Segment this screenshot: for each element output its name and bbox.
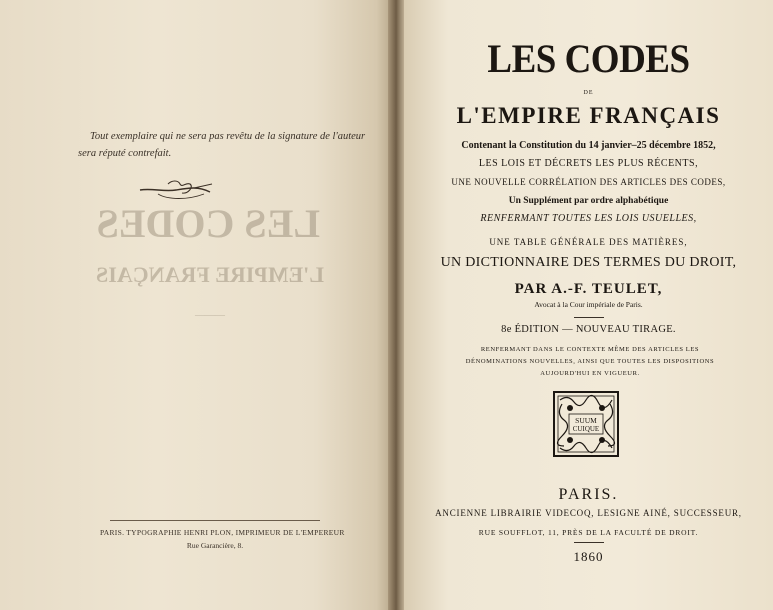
contents-line-3: UNE NOUVELLE CORRÉLATION DES ARTICLES DES CODES, — [451, 177, 726, 187]
publication-year: 1860 — [573, 549, 604, 564]
year-divider — [574, 542, 604, 543]
book-title: LES CODES — [487, 37, 690, 82]
publication-city: PARIS. — [558, 486, 619, 503]
contents-line-5: RENFERMANT TOUTES LES LOIS USUELLES, — [480, 213, 697, 224]
contents-line-2: LES LOIS ET DÉCRETS LES PLUS RÉCENTS, — [478, 158, 699, 169]
emblem-word-2: CUIQUE — [572, 425, 600, 433]
printer-imprint: PARIS. TYPOGRAPHIE HENRI PLON, IMPRIMEUR DE L'EMPEREUR — [100, 528, 345, 537]
publisher-emblem-icon — [552, 390, 620, 458]
counterfeit-notice: Tout exemplaire qui ne sera pas revêtu de la signature de l'auteur sera réputé contrefait. — [78, 131, 366, 159]
emblem-word-1: SUUM — [575, 416, 597, 425]
edition-description: RENFERMANT DANS LE CONTEXTE MÊME DES ARTICLES LES DÉNOMINATIONS NOUVELLES, AINSI QUE TOUTES LES DISPOSITIONS AUJOURD'HUI EN VIGUEUR. — [465, 346, 715, 377]
contents-line-6: UNE TABLE GÉNÉRALE DES MATIÈRES, — [489, 237, 688, 247]
title-connector: DE — [583, 90, 594, 96]
show-through-title: LES CODES — [96, 201, 320, 246]
author-name: PAR A.-F. TEULET, — [514, 281, 663, 297]
book-subtitle: L'EMPIRE FRANÇAIS — [456, 103, 721, 128]
contents-line-1: Contenant la Constitution du 14 janvier–25 décembre 1852, — [461, 140, 716, 151]
author-title: Avocat à la Cour impériale de Paris. — [534, 300, 643, 309]
contents-line-4: Un Supplément par ordre alphabétique — [508, 196, 669, 206]
show-through-subtitle: L'EMPIRE FRANÇAIS — [96, 262, 324, 287]
show-through-text: ——— — [195, 310, 225, 321]
edition-line: 8e ÉDITION — NOUVEAU TIRAGE. — [501, 324, 676, 335]
publisher-address: RUE SOUFFLOT, 11, PRÈS DE LA FACULTÉ DE DROIT. — [478, 528, 699, 537]
contents-line-7: UN DICTIONNAIRE DES TERMES DU DROIT, — [440, 255, 737, 270]
imprint-rule — [110, 520, 320, 521]
publisher-name: ANCIENNE LIBRAIRIE VIDECOQ, LESIGNE AINÉ, SUCCESSEUR, — [435, 508, 742, 518]
printer-address: Rue Garancière, 8. — [186, 541, 244, 550]
divider-rule — [574, 317, 604, 318]
